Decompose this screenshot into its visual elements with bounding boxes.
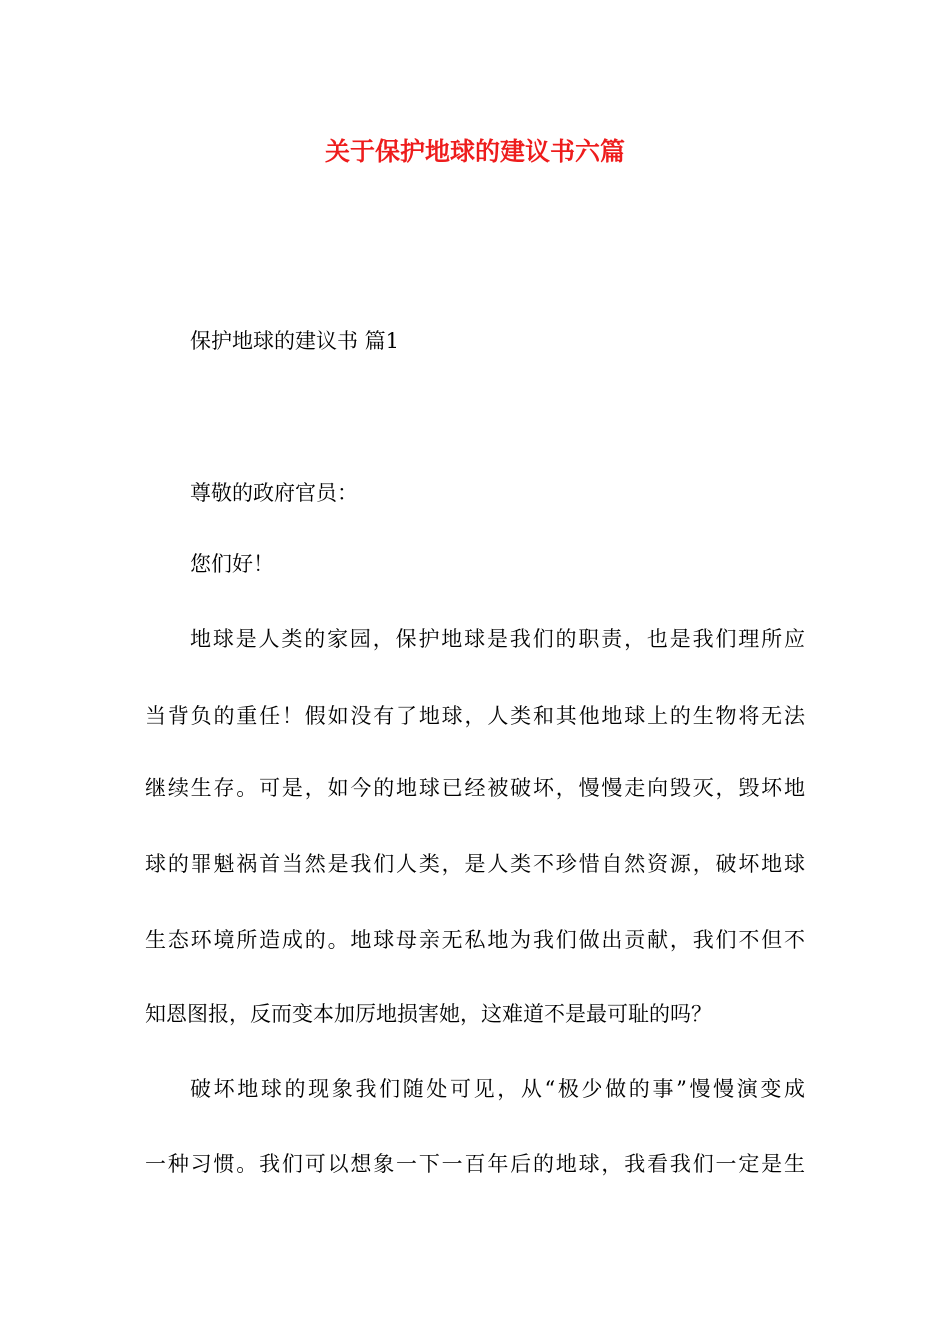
paragraph-line: 一种习惯。我们可以想象一下一百年后的地球，我看我们一定是生: [145, 1152, 805, 1176]
document-title: 关于保护地球的建议书六篇: [324, 137, 625, 166]
salutation: 尊敬的政府官员：: [190, 481, 358, 505]
section-heading: 保护地球的建议书 篇1: [190, 329, 400, 353]
paragraph-line: 当背负的重任！假如没有了地球，人类和其他地球上的生物将无法: [145, 704, 805, 728]
paragraph-line: 生态环境所造成的。地球母亲无私地为我们做出贡献，我们不但不: [145, 928, 805, 952]
paragraph-line: 知恩图报，反而变本加厉地损害她，这难道不是最可耻的吗？: [145, 1002, 712, 1026]
paragraph-line: 地球是人类的家园，保护地球是我们的职责，也是我们理所应: [190, 627, 805, 651]
paragraph-line: 破坏地球的现象我们随处可见，从“极少做的事”慢慢演变成: [190, 1077, 805, 1101]
greeting: 您们好！: [190, 552, 274, 576]
paragraph-line: 继续生存。可是，如今的地球已经被破坏，慢慢走向毁灭，毁坏地: [145, 776, 805, 800]
paragraph-line: 球的罪魁祸首当然是我们人类，是人类不珍惜自然资源，破坏地球: [145, 852, 805, 876]
